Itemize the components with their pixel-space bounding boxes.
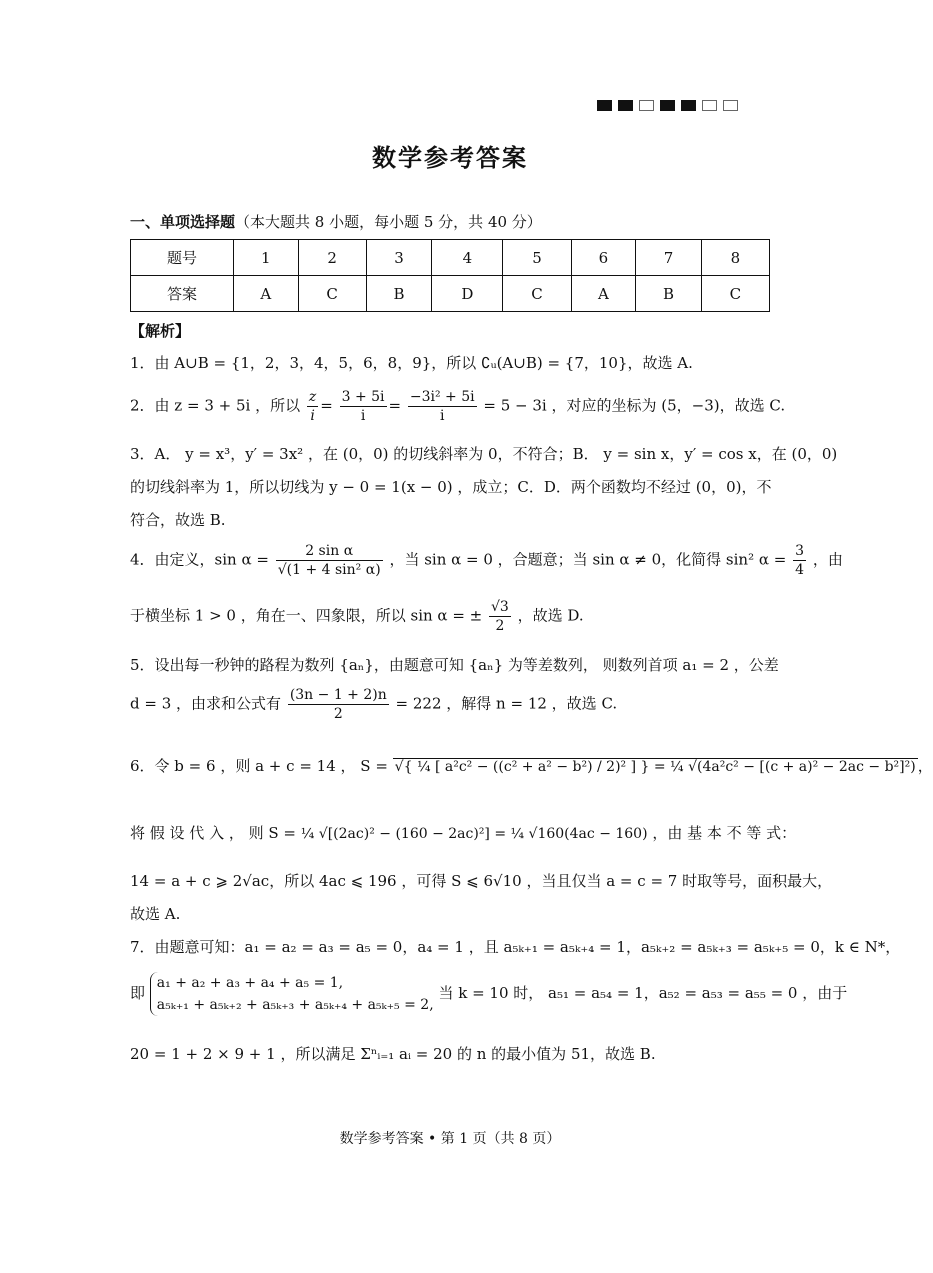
equation-system: [150, 972, 434, 1016]
solution-2-text-b: = 5 − 3i ，对应的坐标为 (5，−3)，故选 C.: [483, 396, 786, 415]
solution-4-text-e: ，故选 D.: [517, 606, 584, 625]
answer-cell: B: [636, 276, 702, 312]
analysis-label: 【解析】: [130, 322, 191, 340]
table-row: [131, 276, 770, 312]
solution-4-text-d: 于横坐标 1 > 0 ，角在一、四象限，所以 sin α = ±: [130, 606, 483, 625]
denominator: 2: [495, 618, 505, 634]
fraction: [793, 542, 806, 579]
solution-7-text-a: 即: [130, 984, 146, 1002]
solution-4-text-c: ，由: [812, 550, 843, 569]
answer-cell: C: [701, 276, 769, 312]
question-number: 7: [636, 240, 702, 276]
answer-cell: D: [432, 276, 503, 312]
header-mark: [702, 100, 717, 111]
solution-4-line-2: [130, 598, 775, 635]
solution-4-text-b: ，当 sin α = 0 ，合题意；当 sin α ≠ 0，化简得 sin² α =: [389, 550, 787, 569]
section-note: （本大题共 8 小题，每小题 5 分，共 40 分）: [235, 213, 542, 231]
denominator: 2: [333, 706, 343, 722]
solution-5-text-b: = 222 ，解得 n = 12 ，故选 C.: [395, 694, 618, 713]
question-number: 1: [234, 240, 299, 276]
solution-3-line-3: 符合，故选 B.: [130, 511, 226, 529]
question-number: 2: [298, 240, 366, 276]
header-mark: [639, 100, 654, 111]
denominator: i: [440, 408, 445, 424]
question-number: 3: [366, 240, 432, 276]
page-title: 数学参考答案: [372, 144, 528, 172]
section-heading: [130, 211, 542, 232]
solution-6-text-b: ，: [917, 757, 933, 775]
solution-4-line-1: [130, 542, 843, 579]
header-mark: [723, 100, 738, 111]
denominator: i: [310, 408, 315, 424]
solution-5-text-a: d = 3 ，由求和公式有: [130, 694, 282, 713]
answer-cell: A: [234, 276, 299, 312]
solution-6-line-1: [130, 755, 933, 778]
solution-4-text-a: 4．由定义，sin α =: [130, 550, 269, 569]
header-marks: [597, 100, 738, 111]
solution-6-line-2: [130, 822, 797, 845]
fraction: [408, 388, 477, 425]
solution-6-text-c: 将 假 设 代 入 ， 则 S =: [130, 824, 296, 842]
answer-cell: C: [298, 276, 366, 312]
question-number: 4: [432, 240, 503, 276]
row-label: 答案: [131, 276, 234, 312]
numerator: 3 + 5i: [341, 389, 385, 405]
answer-table: [130, 239, 770, 312]
numerator: −3i² + 5i: [409, 389, 475, 405]
section-heading-text: 一、单项选择题: [130, 213, 236, 231]
equation: a₁ + a₂ + a₃ + a₄ + a₅ = 1,: [156, 975, 344, 991]
numerator: 2 sin α: [276, 542, 383, 561]
answer-cell: B: [366, 276, 432, 312]
row-label: 题号: [131, 240, 234, 276]
question-number: 5: [503, 240, 571, 276]
answer-cell: A: [571, 276, 636, 312]
denominator: 4: [795, 562, 805, 578]
solution-7-line-1: 7．由题意可知：a₁ = a₂ = a₃ = a₅ = 0，a₄ = 1 ，且 a₅ₖ₊₁ = a₅ₖ₊₄ = 1，a₅ₖ₊₂ = a₅ₖ₊₃ = a₅ₖ₊₅ = 0，k ∈ N*，: [130, 938, 901, 956]
solution-6-line-4: 故选 A.: [130, 905, 181, 923]
header-mark: [681, 100, 696, 111]
solution-2-text-a: 2．由 z = 3 + 5i ，所以: [130, 396, 301, 415]
question-number: 6: [571, 240, 636, 276]
fraction: [489, 598, 511, 635]
summation: Σⁿᵢ₌₁ aᵢ = 20: [360, 1045, 453, 1063]
solution-6-text-a: 6．令 b = 6 ，则 a + c = 14 ， S =: [130, 757, 388, 775]
equation: a₅ₖ₊₁ + a₅ₖ₊₂ + a₅ₖ₊₃ + a₅ₖ₊₄ + a₅ₖ₊₅ = 2,: [156, 997, 434, 1013]
numerator: (3n − 1 + 2)n: [289, 687, 387, 703]
solution-5-line-2: [130, 686, 775, 723]
denominator: √(1 + 4 sin² α): [277, 562, 381, 578]
solution-6-line-3: 14 = a + c ⩾ 2√ac，所以 4ac ⩽ 196 ，可得 S ⩽ 6√10 ，当且仅当 a = c = 7 时取等号，面积最大，: [130, 872, 833, 890]
solution-7-line-2: [130, 972, 848, 1016]
solution-6-text-d: ，由 基 本 不 等 式：: [652, 824, 797, 842]
page-footer: 数学参考答案 • 第 1 页（共 8 页）: [339, 1131, 561, 1147]
answer-cell: C: [503, 276, 571, 312]
numerator: z: [308, 389, 317, 405]
fraction: [288, 686, 389, 723]
header-mark: [660, 100, 675, 111]
substituted-formula: ¼ √[(2ac)² − (160 − 2ac)²] = ¼ √160(4ac − 160): [300, 826, 648, 842]
denominator: i: [360, 408, 366, 424]
header-mark: [618, 100, 633, 111]
fraction: [340, 388, 387, 425]
area-formula: √{ ¼ [ a²c² − ((c² + a² − b²) / 2)² ] } = ¼ √(4a²c² − [(c + a)² − 2ac − b²]²): [394, 759, 916, 775]
solution-7-text-b: 当 k = 10 时， a₅₁ = a₅₄ = 1，a₅₂ = a₅₃ = a₅₅ = 0 ，由于: [438, 984, 848, 1002]
solution-2: 2．由 z = 3 + 5i ，所以 $\frac{z}{i}$ = $\frac{3 + 5i}{i}$ = $\frac{\text{−3i² + 5i}}{i}$ = 5 − 3i ，对应的坐标为 (5，−3)，故选 C.: [130, 389, 786, 424]
solution-3-line-2: 的切线斜率为 1，所以切线为 y − 0 = 1(x − 0) ，成立；C．D．两个函数均不经过 (0，0)，不: [130, 478, 772, 496]
solution-7-text-d: 的 n 的最小值为 51，故选 B.: [456, 1045, 656, 1063]
solution-3-line-1: 3．A． y = x³，y′ = 3x² ，在 (0，0) 的切线斜率为 0，不符合；B． y = sin x，y′ = cos x，在 (0，0): [130, 445, 838, 463]
table-row: [131, 240, 770, 276]
question-number: 8: [701, 240, 769, 276]
solution-7-text-c: 20 = 1 + 2 × 9 + 1 ，所以满足: [130, 1045, 356, 1063]
solution-7-line-3: [130, 1043, 775, 1065]
numerator: √3: [491, 599, 509, 615]
numerator: 3: [795, 543, 805, 559]
solution-5-line-1: 5．设出每一秒钟的路程为数列 {aₙ}，由题意可知 {aₙ} 为等差数列， 则数列首项 a₁ = 2 ，公差: [130, 656, 779, 674]
header-mark: [597, 100, 612, 111]
fraction: [276, 542, 383, 579]
fraction: [307, 388, 318, 425]
solution-1: 1．由 A∪B = {1，2，3，4，5，6，8，9}，所以 ∁ᵤ(A∪B) = {7，10}，故选 A.: [130, 354, 693, 372]
